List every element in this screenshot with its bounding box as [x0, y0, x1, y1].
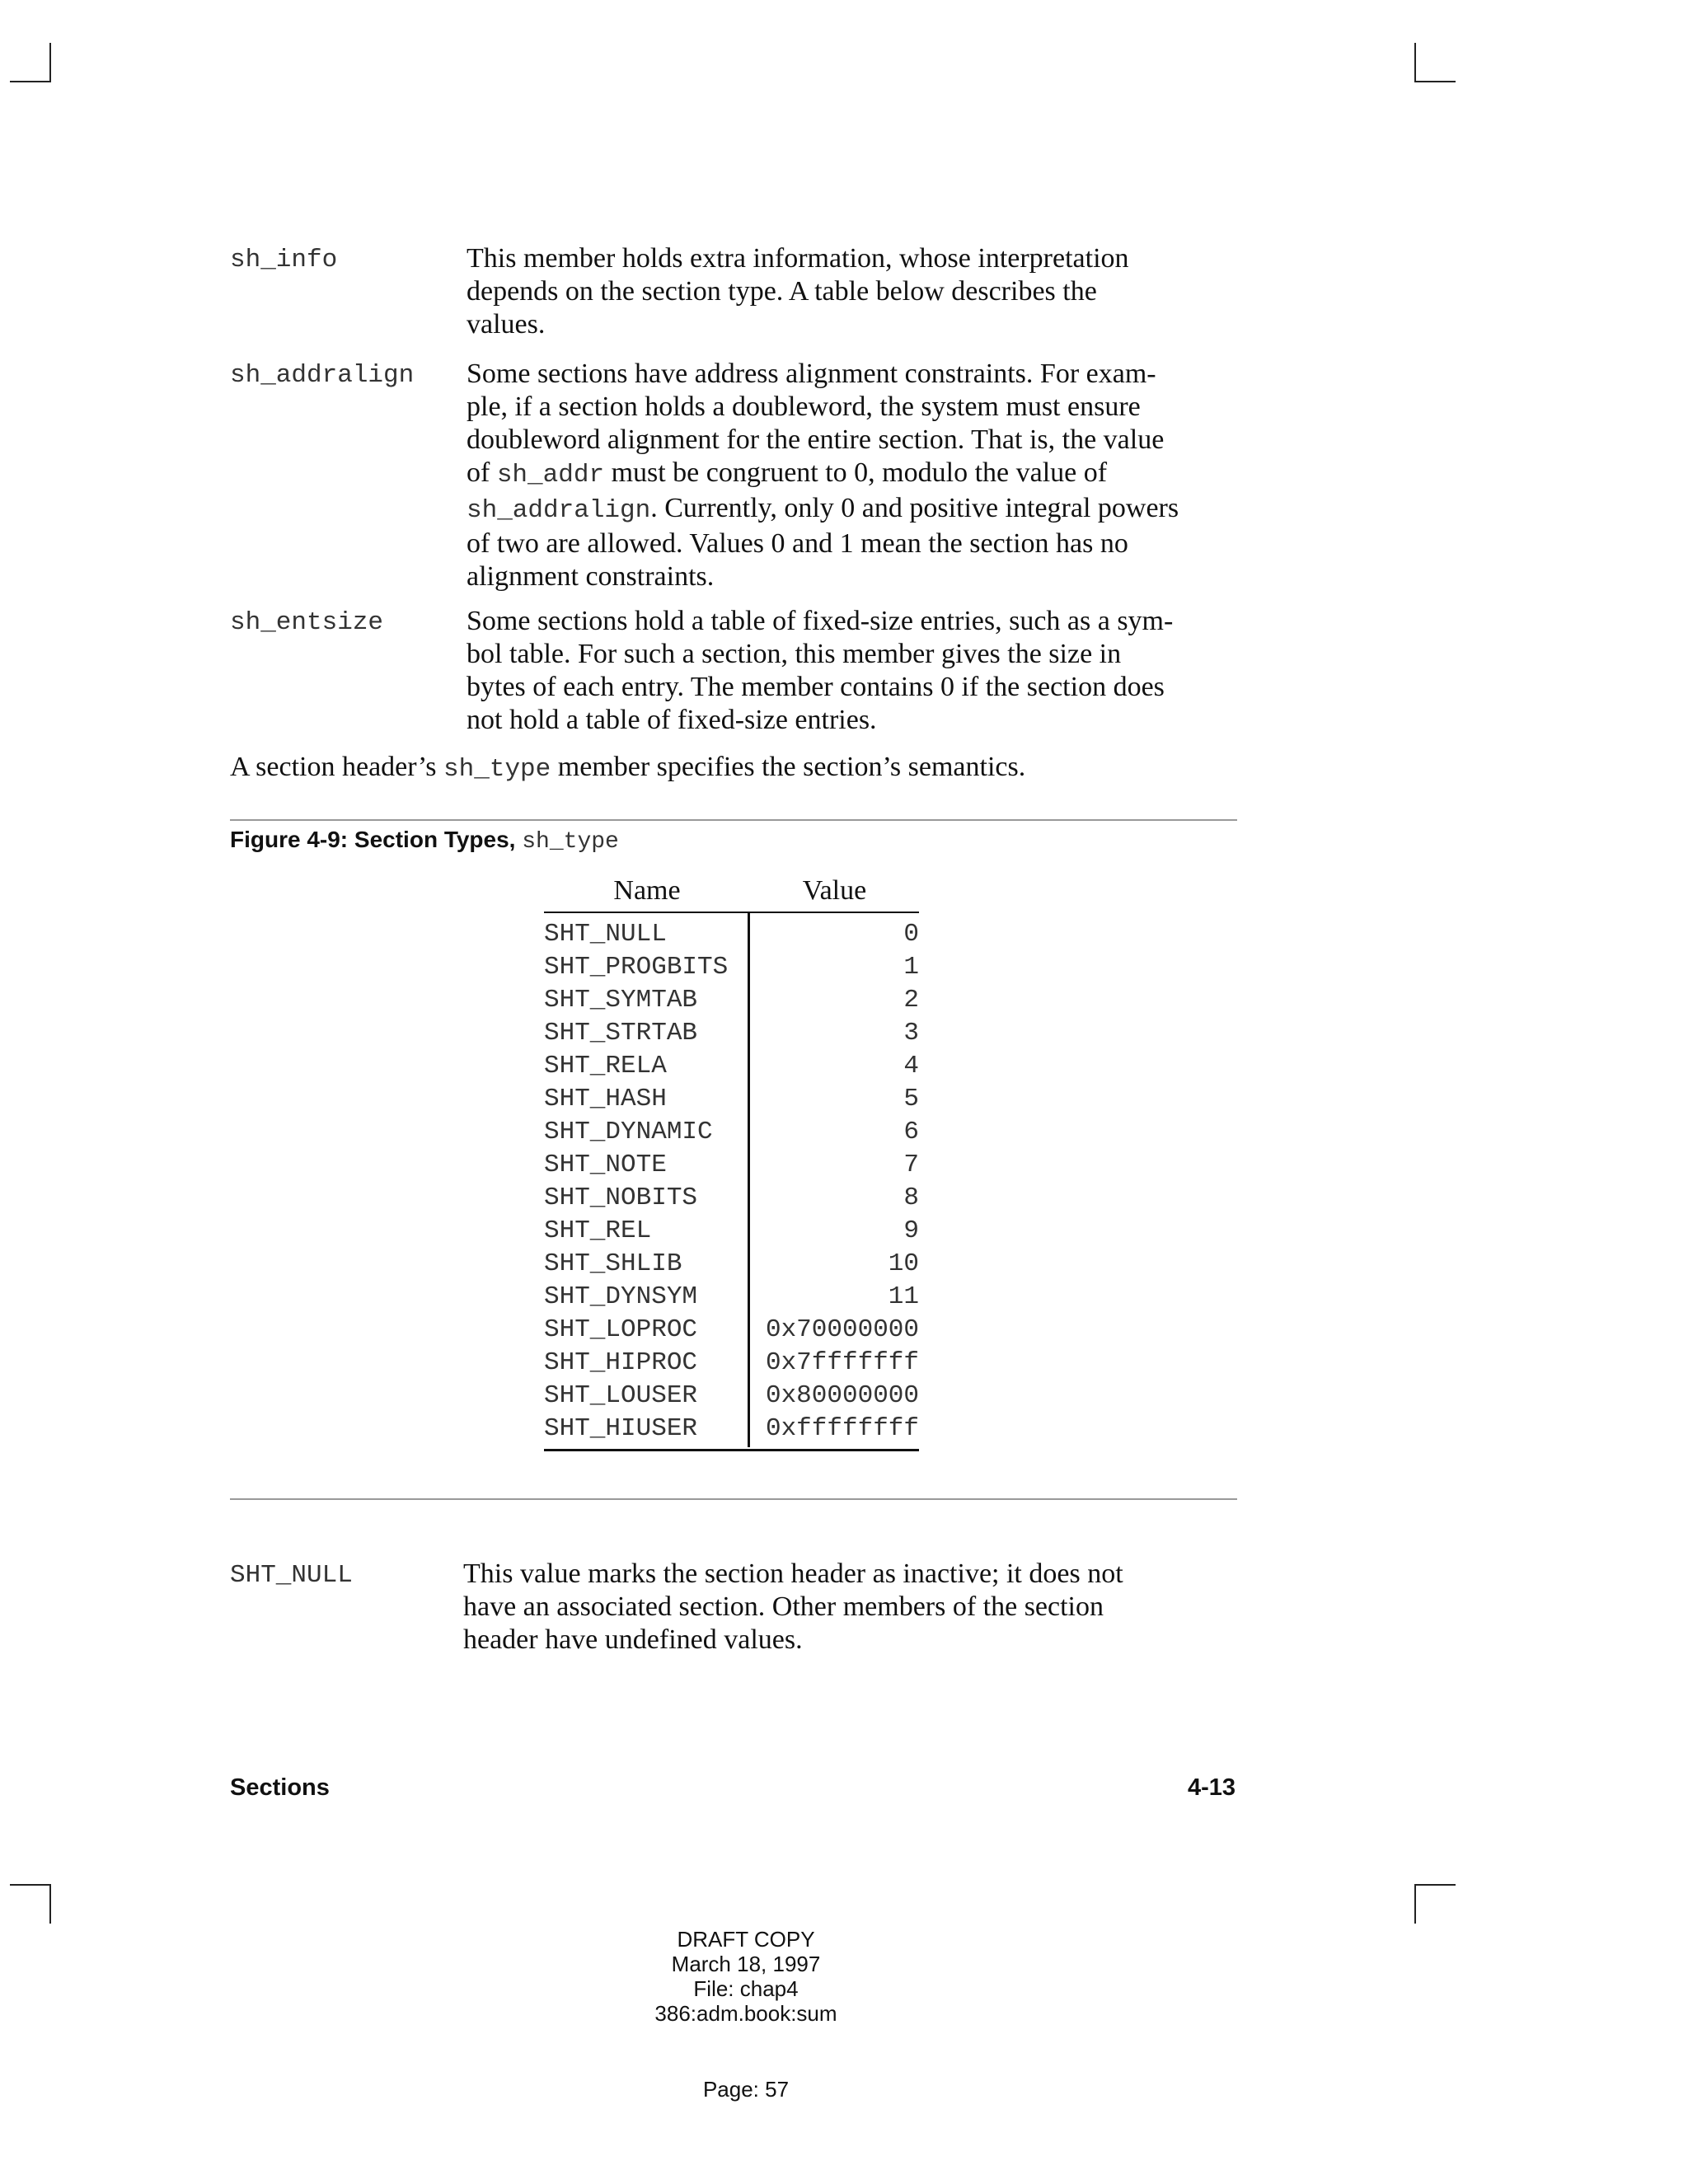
section-type-value: 8	[903, 1183, 919, 1212]
definition-line	[467, 492, 1241, 527]
definition-line	[467, 424, 1241, 457]
definition-line	[467, 275, 1241, 308]
definition-term: sh_addralign	[230, 361, 415, 390]
crop-mark-bottom-left-vertical	[49, 1884, 51, 1924]
definition-term: SHT_NULL	[230, 1561, 353, 1590]
line-text: alignment constraints.	[467, 561, 715, 592]
definition-body	[463, 1558, 1238, 1657]
crop-mark-top-left-horizontal	[10, 81, 51, 82]
section-type-name: SHT_NOTE	[544, 1151, 667, 1179]
definition-body	[467, 605, 1241, 737]
line-text: header have undefined values.	[463, 1624, 803, 1655]
section-type-value: 0	[903, 920, 919, 949]
definition-line	[467, 358, 1241, 391]
section-type-name: SHT_NOBITS	[544, 1183, 698, 1212]
footer-section-name: Sections	[230, 1774, 330, 1801]
column-header-value: Value	[802, 875, 867, 906]
crop-mark-top-left-vertical	[49, 43, 51, 82]
table-row	[544, 1114, 919, 1147]
section-type-value: 1	[903, 953, 919, 982]
definition-line	[467, 308, 1241, 341]
definition-line	[467, 560, 1241, 593]
intro-text-before: A section header’s	[230, 752, 444, 782]
table-row	[544, 1015, 919, 1048]
definition-line	[463, 1591, 1238, 1624]
section-type-value: 2	[903, 986, 919, 1015]
table-row	[544, 1180, 919, 1213]
section-type-value: 9	[903, 1216, 919, 1245]
table-row	[544, 1279, 919, 1312]
section-type-name: SHT_PROGBITS	[544, 953, 729, 982]
crop-mark-top-right-horizontal	[1414, 81, 1456, 82]
draft-line: DRAFT COPY	[677, 1927, 815, 1952]
section-type-name: SHT_LOUSER	[544, 1381, 698, 1410]
draft-line: File: chap4	[693, 1976, 799, 2001]
line-text: . Currently, only 0 and positive integral powers	[650, 493, 1179, 523]
line-text: This value marks the section header as inactive; it does not	[463, 1558, 1123, 1589]
table-row	[544, 1048, 919, 1081]
table-row	[544, 949, 919, 982]
table-row	[544, 1345, 919, 1378]
draft-stamp	[577, 1927, 915, 2026]
table-row	[544, 1213, 919, 1246]
table-row	[544, 916, 919, 949]
draft-page-number: Page: 57	[702, 2077, 790, 2102]
line-text: Some sections hold a table of fixed-size entries, such as a sym-	[467, 606, 1174, 636]
section-type-value: 0xffffffff	[765, 1414, 919, 1443]
column-header-name: Name	[613, 875, 681, 906]
section-type-value: 4	[903, 1052, 919, 1080]
section-type-name: SHT_HIUSER	[544, 1414, 698, 1443]
definition-line	[467, 527, 1241, 560]
section-type-name: SHT_HIPROC	[544, 1348, 698, 1377]
section-type-intro	[230, 752, 1025, 784]
table-row	[544, 1312, 919, 1345]
section-type-name: SHT_HASH	[544, 1085, 667, 1113]
section-types-table	[544, 875, 919, 1451]
definition-sh-info	[230, 242, 1237, 346]
section-type-value: 0x70000000	[765, 1315, 919, 1344]
definition-line	[463, 1624, 1238, 1657]
definition-line	[467, 605, 1241, 638]
intro-code: sh_type	[443, 755, 551, 784]
section-type-name: SHT_DYNAMIC	[544, 1118, 713, 1146]
definition-sh-entsize	[230, 605, 1237, 745]
section-type-value: 0x80000000	[765, 1381, 919, 1410]
line-text: of	[467, 457, 497, 488]
section-type-name: SHT_REL	[544, 1216, 652, 1245]
figure-bottom-rule	[230, 1498, 1237, 1500]
crop-mark-bottom-right-horizontal	[1414, 1884, 1456, 1886]
section-type-name: SHT_NULL	[544, 920, 667, 949]
section-type-value: 7	[903, 1151, 919, 1179]
definition-line	[467, 242, 1241, 275]
definition-line	[467, 457, 1241, 492]
figure-caption-code: sh_type	[522, 829, 619, 855]
table-header	[544, 875, 919, 912]
definition-line	[467, 671, 1241, 704]
figure-top-rule	[230, 819, 1237, 821]
definition-body	[467, 242, 1241, 341]
section-type-name: SHT_SHLIB	[544, 1249, 682, 1278]
section-type-value: 0x7fffffff	[765, 1348, 919, 1377]
table-row	[544, 1147, 919, 1180]
table-row	[544, 1246, 919, 1279]
line-text: not hold a table of fixed-size entries.	[467, 705, 877, 735]
line-text: of two are allowed. Values 0 and 1 mean the section has no	[467, 528, 1128, 559]
table-body	[544, 913, 919, 1444]
line-text: bol table. For such a section, this member gives the size in	[467, 639, 1122, 669]
line-text: must be congruent to 0, modulo the value of	[604, 457, 1108, 488]
line-text: This member holds extra information, whose interpretation	[467, 243, 1129, 274]
intro-text-after: member specifies the section’s semantics.	[551, 752, 1026, 782]
section-type-value: 3	[903, 1019, 919, 1047]
definition-line	[467, 638, 1241, 671]
line-text: ple, if a section holds a doubleword, the system must ensure	[467, 391, 1141, 422]
line-text: have an associated section. Other members of the section	[463, 1591, 1104, 1622]
definition-line	[463, 1558, 1238, 1591]
section-type-value: 6	[903, 1118, 919, 1146]
line-text: depends on the section type. A table below describes the	[467, 276, 1097, 307]
crop-mark-bottom-left-horizontal	[10, 1884, 51, 1886]
line-text: Some sections have address alignment constraints. For exam-	[467, 359, 1156, 389]
table-row	[544, 1081, 919, 1114]
definition-sht-null	[230, 1558, 1237, 1661]
definition-line	[467, 704, 1241, 737]
table-row	[544, 1411, 919, 1444]
figure-caption-title: Figure 4-9: Section Types,	[230, 827, 523, 852]
line-text: doubleword alignment for the entire section. That is, the value	[467, 424, 1165, 455]
table-row	[544, 982, 919, 1015]
section-type-name: SHT_LOPROC	[544, 1315, 698, 1344]
section-type-name: SHT_DYNSYM	[544, 1282, 698, 1311]
section-type-name: SHT_STRTAB	[544, 1019, 698, 1047]
table-bottom-rule	[544, 1449, 919, 1451]
crop-mark-top-right-vertical	[1414, 43, 1416, 82]
section-type-name: SHT_SYMTAB	[544, 986, 698, 1015]
crop-mark-bottom-right-vertical	[1414, 1884, 1416, 1924]
section-type-value: 11	[888, 1282, 919, 1311]
line-text: bytes of each entry. The member contains 0 if the section does	[467, 672, 1165, 702]
line-text: values.	[467, 309, 546, 340]
draft-line: 386:adm.book:sum	[654, 2001, 837, 2026]
inline-code: sh_addralign	[467, 496, 651, 525]
section-type-value: 10	[888, 1249, 919, 1278]
figure-caption	[230, 827, 619, 855]
definition-line	[467, 391, 1241, 424]
table-row	[544, 1378, 919, 1411]
section-type-name: SHT_RELA	[544, 1052, 667, 1080]
definition-term: sh_entsize	[230, 608, 384, 637]
definition-body	[467, 358, 1241, 593]
footer-page-label: 4-13	[1187, 1774, 1236, 1801]
draft-line: March 18, 1997	[671, 1952, 821, 1976]
definition-sh-addralign	[230, 358, 1237, 597]
inline-code: sh_addr	[496, 461, 605, 490]
definition-term: sh_info	[230, 246, 338, 274]
section-type-value: 5	[903, 1085, 919, 1113]
